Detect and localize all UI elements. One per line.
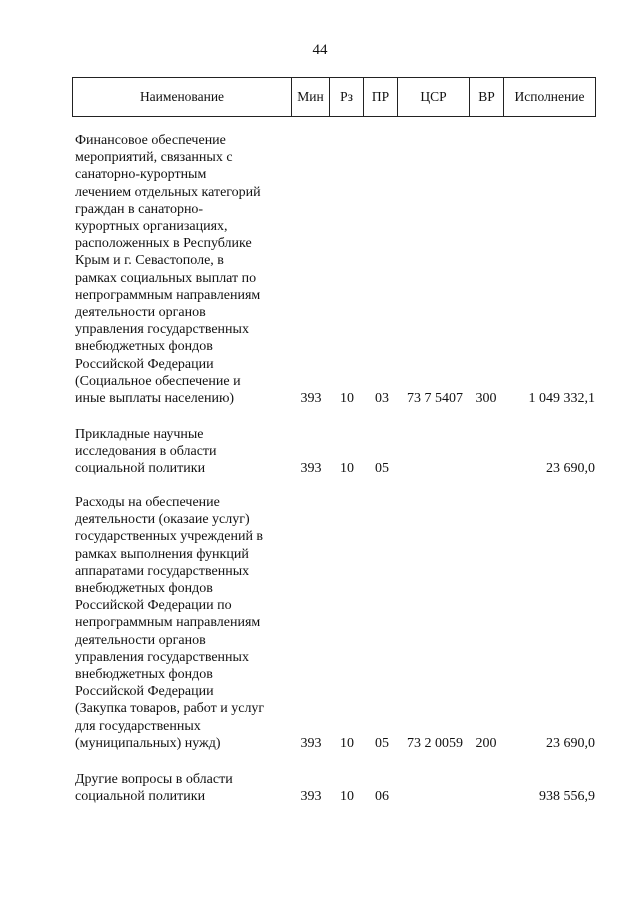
row-name-line: непрограммным направлениям: [75, 615, 261, 631]
header-rz: Рз: [329, 78, 363, 116]
row-amount: 23 690,0: [546, 461, 595, 477]
table-row: [0, 494, 640, 752]
row-name: [75, 426, 290, 478]
row-min: 393: [300, 390, 322, 406]
row-vr: 300: [475, 390, 497, 406]
header-csr: ЦСР: [397, 78, 469, 116]
row-name-line: для государственных: [75, 718, 201, 734]
row-name-line: деятельности (оказаие услуг): [75, 512, 250, 528]
row-name-line: мероприятий, связанных с: [75, 150, 233, 166]
row-rz: 10: [340, 461, 354, 477]
row-name-line: Российской Федерации: [75, 356, 214, 372]
row-name-line: социальной политики: [75, 461, 206, 477]
row-amount: 1 049 332,1: [528, 390, 595, 406]
table-row: [0, 132, 640, 407]
row-rz: 10: [340, 390, 354, 406]
row-min: 393: [300, 735, 322, 751]
row-amount: 23 690,0: [546, 735, 595, 751]
row-name: [75, 771, 290, 805]
row-name-line: Расходы на обеспечение: [75, 495, 220, 510]
row-name-line: исследования в области: [75, 444, 217, 460]
row-csr: 73 7 5407: [407, 390, 463, 406]
row-name-line: санаторно-курортным: [75, 167, 207, 183]
row-name-line: Другие вопросы в области: [75, 772, 233, 787]
row-name-line: деятельности органов: [75, 632, 206, 648]
row-name-line: внебюджетных фондов: [75, 581, 213, 597]
row-name: [75, 132, 290, 407]
header-amount: Исполнение: [503, 78, 595, 116]
row-vr: 200: [475, 735, 497, 751]
row-pr: 03: [375, 390, 389, 406]
row-name-line: государственных учреждений в: [75, 529, 264, 545]
table-header: [72, 77, 596, 117]
row-name-line: внебюджетных фондов: [75, 667, 213, 683]
row-name-line: иные выплаты населению): [75, 391, 235, 407]
row-name-line: граждан в санаторно-: [75, 201, 204, 217]
row-name-line: рамках выполнения функций: [75, 546, 249, 562]
row-name-line: социальной политики: [75, 789, 206, 805]
row-name-line: непрограммным направлениям: [75, 287, 261, 303]
header-vr: ВР: [469, 78, 503, 116]
page-number: 44: [312, 42, 328, 58]
row-pr: 05: [375, 461, 389, 477]
row-csr: 73 2 0059: [407, 735, 463, 751]
row-name-line: управления государственных: [75, 649, 249, 665]
row-rz: 10: [340, 735, 354, 751]
row-name-line: (Закупка товаров, работ и услуг: [75, 701, 265, 717]
row-name-line: деятельности органов: [75, 305, 206, 321]
header-name: Наименование: [139, 89, 225, 104]
row-name-line: курортных организациях,: [75, 219, 228, 235]
row-name-line: лечением отдельных категорий: [75, 184, 261, 200]
row-amount: 938 556,9: [539, 789, 595, 805]
row-min: 393: [300, 461, 322, 477]
row-name-line: расположенных в Республике: [75, 236, 252, 252]
row-name-line: (муниципальных) нужд): [75, 735, 221, 751]
header-min: Мин: [291, 78, 329, 116]
row-name-line: Финансовое обеспечение: [75, 133, 226, 148]
row-pr: 05: [375, 735, 389, 751]
row-name-line: Прикладные научные: [75, 427, 204, 442]
row-name-line: Российской Федерации по: [75, 598, 232, 614]
header-pr: ПР: [363, 78, 397, 116]
row-name-line: управления государственных: [75, 322, 249, 338]
table-row: [0, 426, 640, 478]
row-name-line: Российской Федерации: [75, 684, 214, 700]
row-name-line: рамках социальных выплат по: [75, 270, 257, 286]
row-pr: 06: [375, 789, 389, 805]
table-row: [0, 771, 640, 805]
row-name-line: (Социальное обеспечение и: [75, 373, 241, 389]
row-name-line: внебюджетных фондов: [75, 339, 213, 355]
row-min: 393: [300, 789, 322, 805]
row-rz: 10: [340, 789, 354, 805]
row-name-line: аппаратами государственных: [75, 563, 250, 579]
row-name-line: Крым и г. Севастополе, в: [75, 253, 224, 269]
row-name: [75, 494, 290, 752]
